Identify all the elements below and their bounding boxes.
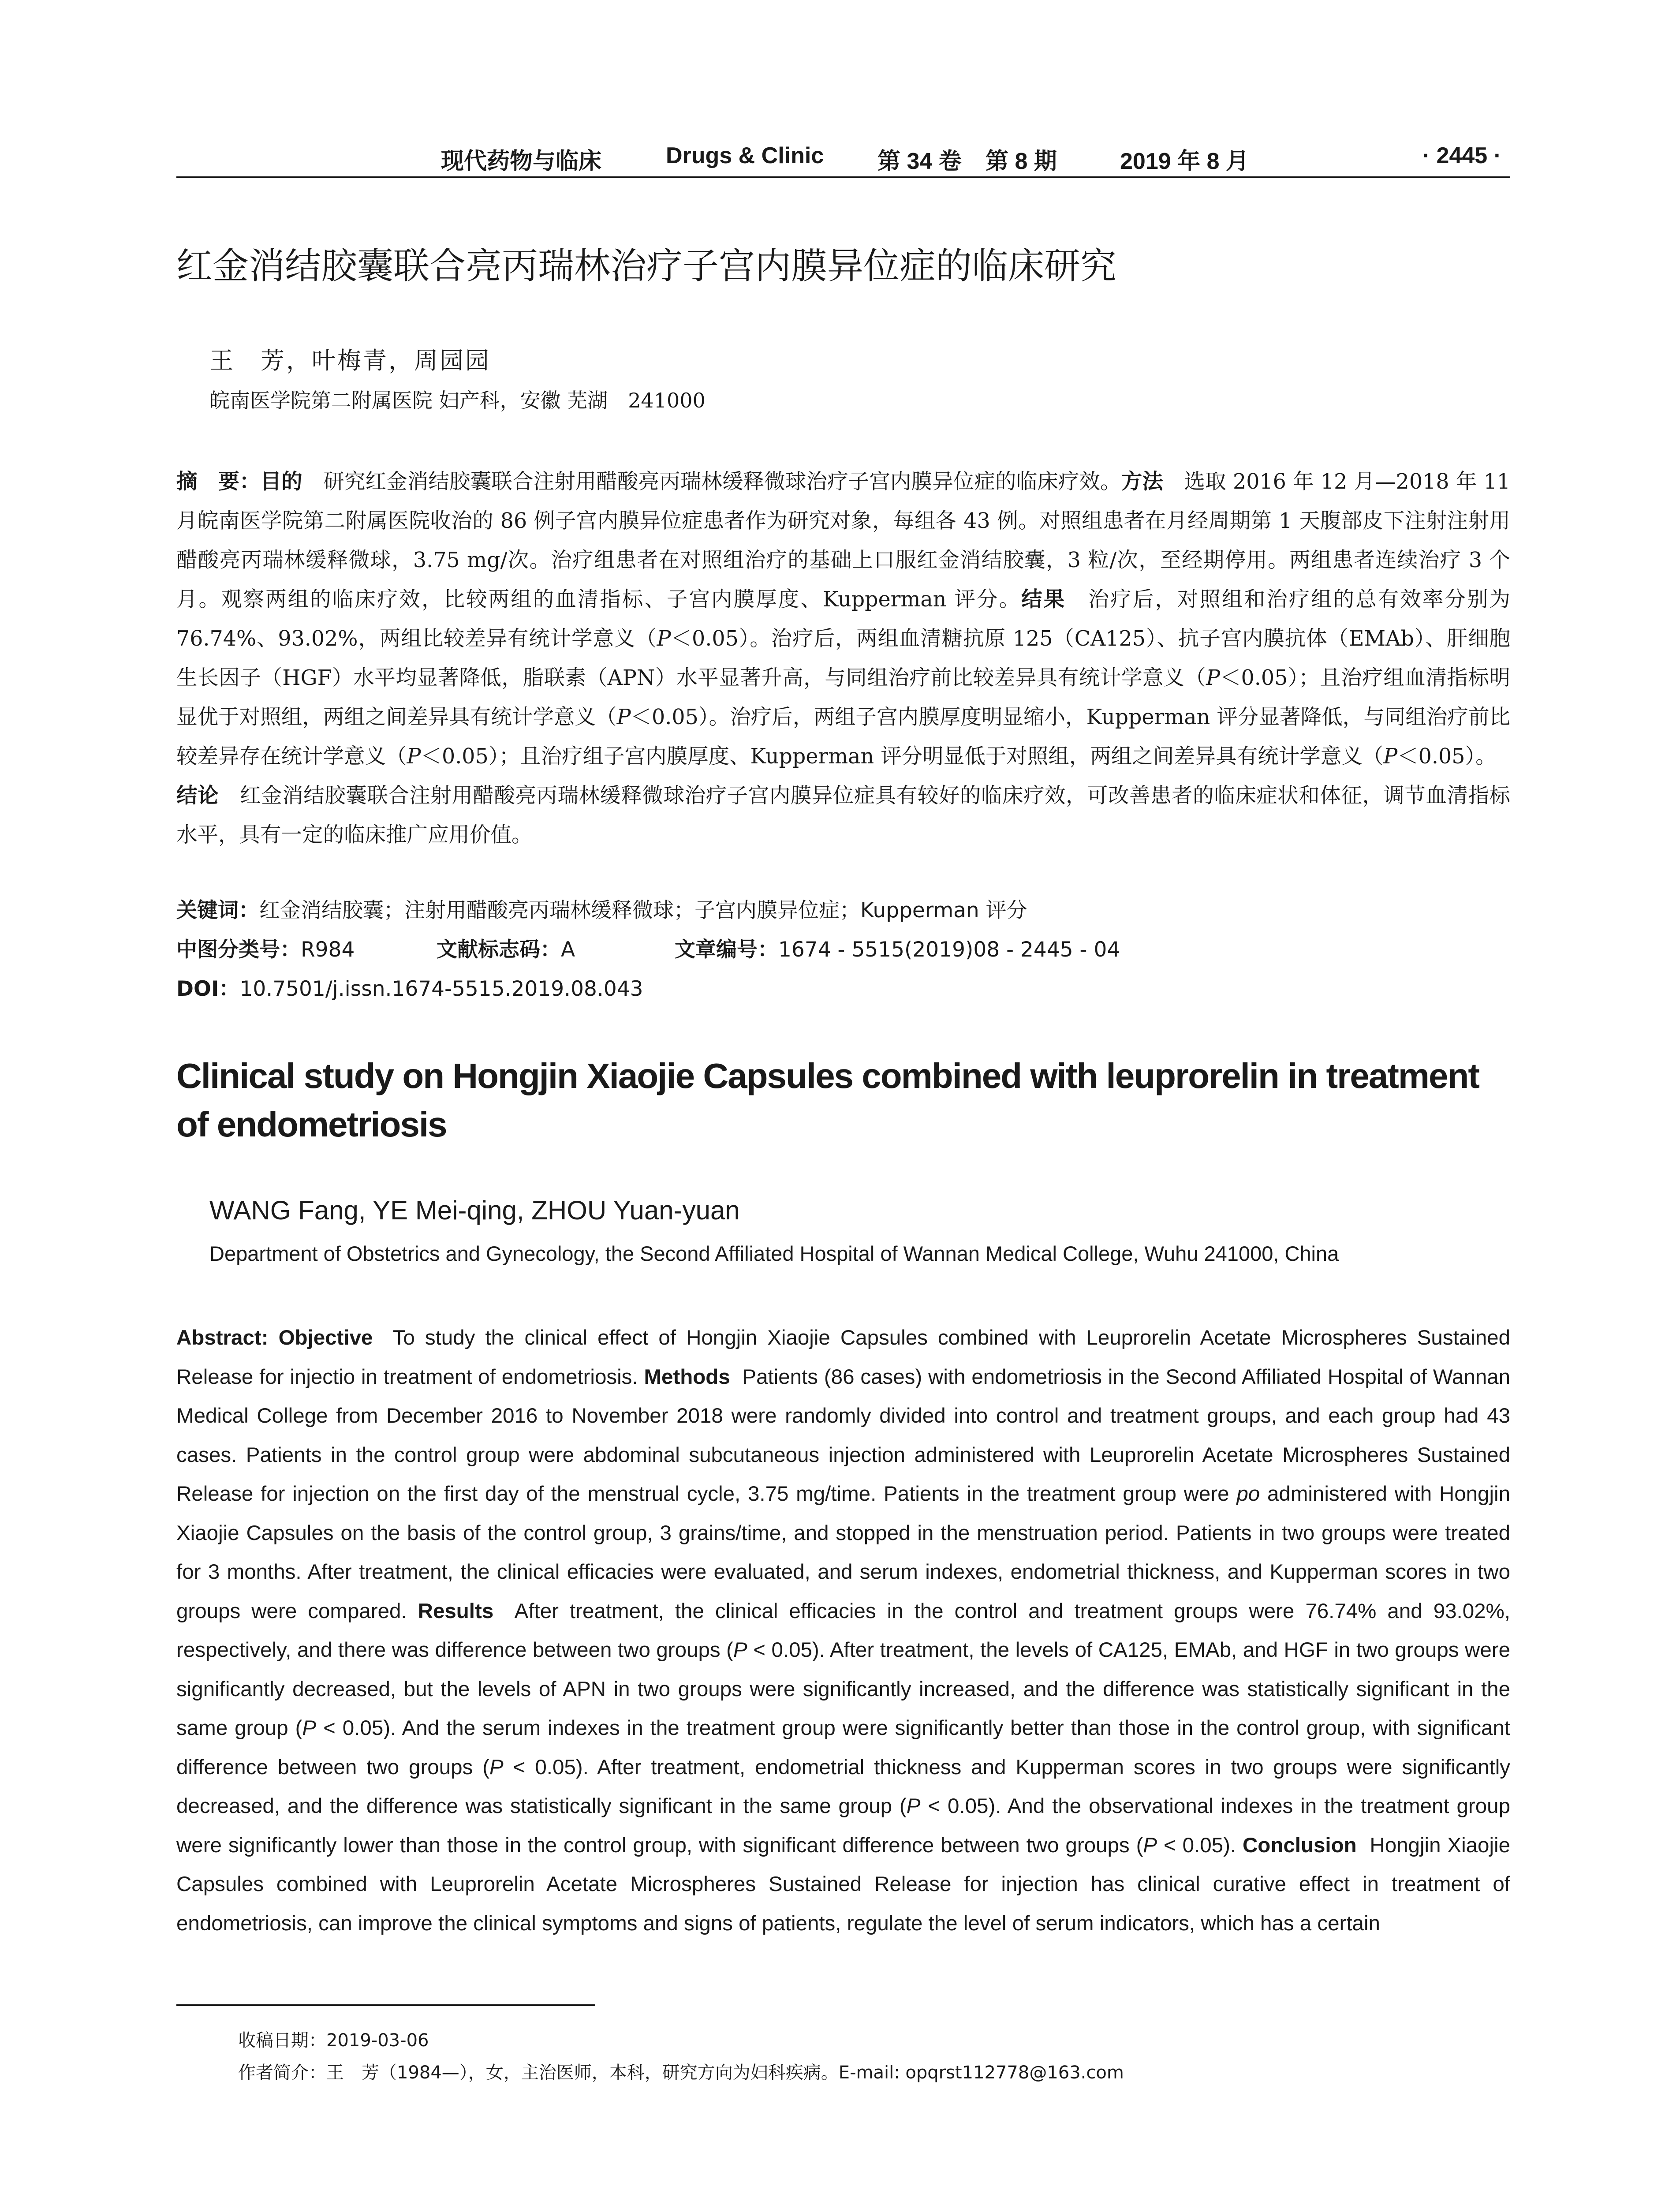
conclusion-en: Hongjin Xiaojie Capsules combined with Leuprorelin Acetate Microspheres Sustained Release for injection has clinical curative effect in treatment of endometriosis, can improve the clinical symptoms and signs of patients, regulate the level of serum indicators, which has a certain (176, 1833, 1510, 1935)
footnote-author (238, 2059, 1124, 2084)
author-note: 王 芳（1984—），女，主治医师，本科，研究方向为妇科疾病。E-mail: opqrst112778@163.com (326, 2063, 1124, 2083)
methods-cn: 选取 2016 年 12 月—2018 年 11 月皖南医学院第二附属医院收治的 86 例子宫内膜异位症患者作为研究对象，每组各 43 例。对照组患者在月经周期第 1 天腹部皮下注射注射用醋酸亮丙瑞林缓释微球，3.75 mg/次。治疗组患者在对照组治疗的基础上口服红金消结胶囊，3 粒/次，至经期停用。两组患者连续治疗 3 个月。观察两组的临床疗效，比较两组的血清指标、子宫内膜厚度、Kupperman 评分。 (176, 470, 1511, 612)
p-value-symbol: P (1143, 1833, 1157, 1857)
footnote-rule (176, 2004, 595, 2006)
results-cn-part: ＜0.05）；且治疗组血清指标明显优于对照组，两组之间差异具有统计学意义（ (176, 666, 1510, 729)
keywords-cn (176, 891, 1510, 930)
title-en: Clinical study on Hongjin Xiaojie Capsules combined with leuprorelin in treatment of endometriosis (176, 1056, 1479, 1144)
affiliation-en: Department of Obstetrics and Gynecology, the Second Affiliated Hospital of Wannan Medical College, Wuhu 241000, China (209, 1242, 1339, 1265)
issue-date: 2019 年 8 月 (1120, 149, 1249, 174)
received-label: 收稿日期： (238, 2030, 326, 2051)
conclusion-cn: 红金消结胶囊联合注射用醋酸亮丙瑞林缓释微球治疗子宫内膜异位症具有较好的临床疗效，可改善患者的临床症状和体征，调节血清指标水平，具有一定的临床推广应用价值。 (176, 784, 1511, 847)
p-value-symbol: P (1383, 744, 1398, 769)
volume: 第 34 卷 (877, 149, 962, 174)
p-value-symbol: P (1206, 666, 1221, 690)
methods-en-part: Patients (86 cases) with endometriosis in the Second Affiliated Hospital of Wannan Medical College from December 2016 to November 2018 were randomly divided into control and treatment groups, and each group had 43 cases. Patients in the control group were abdominal subcutaneous injection administered with Leuprorelin Acetate Microspheres Sustained Release for injection on the first day of the menstrual cycle, 3.75 mg/time. Patients in the treatment group were (176, 1365, 1510, 1506)
methods-en-part: administered with Hongjin Xiaojie Capsules on the basis of the control group, 3 grains/time, and stopped in the menstruation period. Patients in two groups were treated for 3 months. After treatment, the clinical efficacies were evaluated, and serum indexes, endometrial thickness, and Kupperman scores in two groups were compared. (176, 1482, 1510, 1623)
clc-value: R984 (301, 938, 355, 962)
p-value-symbol: P (489, 1755, 504, 1779)
results-cn-part: ＜0.05）。 (1397, 744, 1497, 769)
methods-cn-label: 方法 (1121, 470, 1163, 494)
clc-label: 中图分类号： (176, 938, 301, 962)
abstract-en-label: Abstract: (176, 1326, 269, 1349)
journal-name-en: Drugs & Clinic (666, 143, 824, 168)
abstract-en (176, 1319, 1510, 1943)
doc-code-label: 文献标志码： (437, 938, 561, 962)
running-header (176, 139, 1510, 174)
results-en-part: < 0.05). After treatment, endometrial thickness and Kupperman scores in two groups were significantly decreased, and the difference was statistically significant in the same group ( (176, 1755, 1511, 1818)
objective-cn-label: 目的 (260, 470, 302, 494)
footnote-received (238, 2026, 429, 2052)
authors-cn: 王 芳，叶梅青，周园园 (209, 347, 491, 374)
doi-row (176, 969, 1510, 1009)
conclusion-cn-label: 结论 (176, 784, 219, 808)
author-note-label: 作者简介： (238, 2063, 326, 2083)
p-value-symbol: P (906, 1794, 921, 1818)
abstract-cn-label: 摘 要： (176, 470, 261, 494)
results-cn-part: ＜0.05）；且治疗组子宫内膜厚度、Kupperman 评分明显低于对照组，两组之间差异具有统计学意义（ (421, 744, 1384, 769)
results-en-part: < 0.05). And the observational indexes in the treatment group were significantly lower than those in the control group, with significant difference between two groups ( (176, 1794, 1511, 1857)
p-value-symbol: P (733, 1638, 747, 1662)
objective-cn: 研究红金消结胶囊联合注射用醋酸亮丙瑞林缓释微球治疗子宫内膜异位症的临床疗效。 (323, 470, 1121, 494)
keywords-text: 红金消结胶囊；注射用醋酸亮丙瑞林缓释微球；子宫内膜异位症；Kupperman 评分 (259, 898, 1027, 923)
methods-en-label: Methods (644, 1365, 730, 1389)
abstract-cn (176, 462, 1510, 855)
title-cn: 红金消结胶囊联合亮丙瑞林治疗子宫内膜异位症的临床研究 (176, 245, 1117, 287)
results-en-part: After treatment, the clinical efficacies in the control and treatment groups were 76.74% and 93.02%, respectively, and there was difference between two groups ( (176, 1599, 1510, 1662)
issue: 第 8 期 (986, 149, 1057, 174)
p-value-symbol: P (657, 627, 671, 651)
results-en-part: < 0.05). And the serum indexes in the treatment group were significantly better than those in the control group, with significant difference between two groups ( (176, 1716, 1511, 1779)
page-number: · 2445 · (1422, 143, 1501, 168)
article-id-label: 文章编号： (675, 938, 778, 962)
journal-name-cn: 现代药物与临床 (441, 149, 602, 174)
doc-code-value: A (561, 938, 575, 962)
affiliation-cn: 皖南医学院第二附属医院 妇产科，安徽 芜湖 241000 (209, 389, 706, 412)
doi-label: DOI： (176, 977, 240, 1001)
results-cn-part: ＜0.05）。治疗后，两组血清糖抗原 125（CA125）、抗子宫内膜抗体（EMAb）、肝细胞生长因子（HGF）水平均显著降低，脂联素（APN）水平显著升高，与同组治疗前比较差异具有统计学意义（ (176, 627, 1510, 690)
results-en-part: < 0.05). (1163, 1833, 1236, 1857)
po-term: po (1236, 1482, 1260, 1506)
p-value-symbol: P (302, 1716, 317, 1740)
keywords-label: 关键词： (176, 898, 259, 923)
results-cn-part: 治疗后，对照组和治疗组的总有效率分别为 76.74%、93.02%，两组比较差异有统计学意义（ (176, 587, 1511, 651)
p-value-symbol: P (616, 705, 631, 729)
results-en-label: Results (418, 1599, 494, 1623)
p-value-symbol: P (407, 744, 421, 769)
conclusion-en-label: Conclusion (1243, 1833, 1357, 1857)
doi-value: 10.7501/j.issn.1674-5515.2019.08.043 (239, 977, 643, 1001)
results-cn-label: 结果 (1021, 587, 1066, 612)
classification-row (176, 930, 1510, 969)
results-en-part: < 0.05). After treatment, the levels of CA125, EMAb, and HGF in two groups were significantly decreased, but the levels of APN in two groups were significantly increased, and the difference was statistically significant in the same group ( (176, 1638, 1510, 1740)
received-date: 2019-03-06 (326, 2030, 429, 2051)
header-rule (176, 176, 1510, 178)
authors-en: WANG Fang, YE Mei-qing, ZHOU Yuan-yuan (209, 1196, 740, 1225)
objective-en: To study the clinical effect of Hongjin Xiaojie Capsules combined with Leuprorelin Acetate Microspheres Sustained Release for injectio in treatment of endometriosis. (176, 1326, 1510, 1389)
article-id-value: 1674 - 5515(2019)08 - 2445 - 04 (778, 938, 1120, 962)
results-cn-part: ＜0.05）。治疗后，两组子宫内膜厚度明显缩小，Kupperman 评分显著降低，与同组治疗前比较差异存在统计学意义（ (176, 705, 1510, 769)
objective-en-label: Objective (278, 1326, 373, 1349)
